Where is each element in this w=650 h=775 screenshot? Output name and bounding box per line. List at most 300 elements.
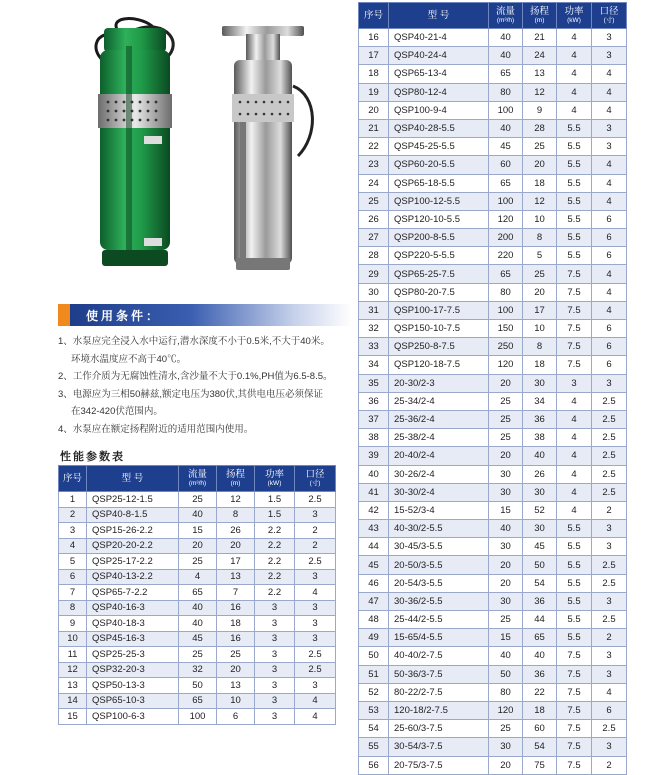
cell-head: 7 <box>217 585 255 601</box>
cell-model: QSP100-17-7.5 <box>389 301 489 319</box>
cell-power: 5.5 <box>557 574 592 592</box>
cell-head: 26 <box>523 465 557 483</box>
cell-no: 43 <box>359 520 389 538</box>
cell-power: 5.5 <box>557 119 592 137</box>
table-row <box>359 247 627 265</box>
table-row <box>59 631 336 647</box>
cell-flow: 25 <box>179 647 217 663</box>
table-row <box>359 301 627 319</box>
cell-caliber: 3 <box>592 138 627 156</box>
cell-head: 54 <box>523 574 557 592</box>
cell-head: 25 <box>217 647 255 663</box>
table-row <box>359 611 627 629</box>
cell-power: 7.5 <box>557 283 592 301</box>
table-row <box>359 520 627 538</box>
cell-power: 1.5 <box>255 507 295 523</box>
cell-power: 4 <box>557 465 592 483</box>
cell-head: 45 <box>523 538 557 556</box>
cell-caliber: 3 <box>592 520 627 538</box>
table-row <box>359 192 627 210</box>
cell-no: 15 <box>59 709 87 725</box>
header-head-unit: (m) <box>534 17 545 24</box>
cell-caliber: 6 <box>592 320 627 338</box>
performance-table-title: 性能参数表 <box>60 451 125 463</box>
cell-head: 13 <box>217 569 255 585</box>
cell-no: 5 <box>59 554 87 570</box>
header-model: 型 号 <box>87 466 179 492</box>
cell-head: 26 <box>217 523 255 539</box>
cell-flow: 45 <box>179 631 217 647</box>
table-row <box>359 119 627 137</box>
cell-model: 80-22/2-7.5 <box>389 683 489 701</box>
header-accent-bar <box>58 304 70 326</box>
cell-model: 20-30/2-3 <box>389 374 489 392</box>
cell-flow: 20 <box>179 538 217 554</box>
cell-model: 30-54/3-7.5 <box>389 738 489 756</box>
cell-power: 7.5 <box>557 265 592 283</box>
usage-conditions-list <box>58 333 354 438</box>
cell-model: QSP40-28-5.5 <box>389 119 489 137</box>
cell-flow: 40 <box>489 29 523 47</box>
cell-no: 31 <box>359 301 389 319</box>
cell-no: 11 <box>59 647 87 663</box>
cell-model: QSP80-20-7.5 <box>389 283 489 301</box>
header-flow-label: 流量 <box>187 469 207 480</box>
cell-no: 44 <box>359 538 389 556</box>
cell-head: 18 <box>523 356 557 374</box>
table-row <box>359 574 627 592</box>
cell-head: 30 <box>523 520 557 538</box>
cell-head: 20 <box>523 156 557 174</box>
cell-head: 52 <box>523 501 557 519</box>
cell-head: 28 <box>523 119 557 137</box>
cell-head: 50 <box>523 556 557 574</box>
cell-model: QSP20-20-2.2 <box>87 538 179 554</box>
cell-model: 25-34/2-4 <box>389 392 489 410</box>
cell-no: 30 <box>359 283 389 301</box>
cell-caliber: 2.5 <box>295 662 336 678</box>
cell-power: 2.2 <box>255 523 295 539</box>
cell-power: 4 <box>557 29 592 47</box>
table-row <box>359 356 627 374</box>
cell-no: 20 <box>359 101 389 119</box>
cell-power: 5.5 <box>557 611 592 629</box>
table-row <box>59 523 336 539</box>
cell-head: 34 <box>523 392 557 410</box>
cell-flow: 80 <box>489 83 523 101</box>
cell-caliber: 2.5 <box>295 554 336 570</box>
cell-flow: 120 <box>489 210 523 228</box>
table-row <box>359 47 627 65</box>
cell-caliber: 3 <box>592 538 627 556</box>
cell-caliber: 2.5 <box>592 410 627 428</box>
condition-2-line1: 2、工作介质为无腐蚀性清水,含沙量不大于0.1%,PH值为6.5-8.5。 <box>58 371 333 382</box>
cell-no: 56 <box>359 756 389 774</box>
cell-power: 4 <box>557 483 592 501</box>
cell-flow: 65 <box>489 65 523 83</box>
cell-no: 18 <box>359 65 389 83</box>
cell-flow: 15 <box>179 523 217 539</box>
cell-caliber: 2.5 <box>592 429 627 447</box>
cell-power: 2.2 <box>255 585 295 601</box>
cell-no: 53 <box>359 701 389 719</box>
header-no: 序号 <box>59 466 87 492</box>
cell-head: 44 <box>523 611 557 629</box>
cell-model: 25-38/2-4 <box>389 429 489 447</box>
cell-power: 5.5 <box>557 556 592 574</box>
cell-model: QSP120-18-7.5 <box>389 356 489 374</box>
cell-power: 4 <box>557 447 592 465</box>
cell-caliber: 3 <box>592 647 627 665</box>
cell-power: 7.5 <box>557 738 592 756</box>
cell-head: 6 <box>217 709 255 725</box>
cell-no: 34 <box>359 356 389 374</box>
cell-caliber: 3 <box>592 29 627 47</box>
cell-head: 13 <box>217 678 255 694</box>
table-row <box>59 538 336 554</box>
cell-power: 7.5 <box>557 647 592 665</box>
performance-table-left <box>58 465 336 725</box>
header-caliber-unit: (寸) <box>603 17 615 24</box>
cell-power: 5.5 <box>557 156 592 174</box>
cell-head: 25 <box>523 265 557 283</box>
cell-no: 24 <box>359 174 389 192</box>
cell-model: 50-36/3-7.5 <box>389 665 489 683</box>
table-row <box>359 756 627 774</box>
cell-flow: 32 <box>179 662 217 678</box>
header-head <box>523 3 557 29</box>
cell-head: 17 <box>217 554 255 570</box>
cell-caliber: 4 <box>295 693 336 709</box>
table-row <box>359 174 627 192</box>
cell-power: 7.5 <box>557 701 592 719</box>
cell-head: 60 <box>523 720 557 738</box>
cell-head: 65 <box>523 629 557 647</box>
cell-caliber: 4 <box>592 174 627 192</box>
cell-head: 40 <box>523 647 557 665</box>
cell-no: 55 <box>359 738 389 756</box>
cell-model: QSP60-20-5.5 <box>389 156 489 174</box>
cell-head: 21 <box>523 29 557 47</box>
usage-conditions-title: 使用条件： <box>86 309 162 323</box>
cell-power: 4 <box>557 101 592 119</box>
condition-3-line1: 3、电源应为三相50赫兹,额定电压为380伏,其供电电压必须保证 <box>58 388 323 400</box>
cell-power: 3 <box>255 616 295 632</box>
cell-caliber: 3 <box>592 738 627 756</box>
cell-caliber: 4 <box>592 101 627 119</box>
cell-caliber: 2.5 <box>592 574 627 592</box>
cell-head: 54 <box>523 738 557 756</box>
cell-caliber: 3 <box>295 507 336 523</box>
cell-model: QSP45-16-3 <box>87 631 179 647</box>
cell-caliber: 3 <box>592 665 627 683</box>
cell-model: 20-54/3-5.5 <box>389 574 489 592</box>
cell-caliber: 3 <box>295 600 336 616</box>
cell-model: QSP40-24-4 <box>389 47 489 65</box>
cell-no: 48 <box>359 611 389 629</box>
usage-conditions-header <box>58 304 352 326</box>
cell-no: 14 <box>59 693 87 709</box>
cell-flow: 25 <box>489 392 523 410</box>
cell-power: 3 <box>255 709 295 725</box>
cell-model: QSP65-7-2.2 <box>87 585 179 601</box>
cell-head: 16 <box>217 600 255 616</box>
cell-no: 51 <box>359 665 389 683</box>
cell-power: 5.5 <box>557 174 592 192</box>
cell-power: 4 <box>557 83 592 101</box>
cell-power: 2.2 <box>255 538 295 554</box>
cell-caliber: 4 <box>592 301 627 319</box>
cell-caliber: 4 <box>592 265 627 283</box>
cell-model: 30-36/2-5.5 <box>389 592 489 610</box>
cell-flow: 20 <box>489 447 523 465</box>
condition-1-line2: 环境水温度应不高于40℃。 <box>71 353 187 365</box>
cell-model: QSP25-12-1.5 <box>87 492 179 508</box>
cell-caliber: 2.5 <box>592 720 627 738</box>
cell-power: 2.2 <box>255 554 295 570</box>
cell-power: 7.5 <box>557 320 592 338</box>
cell-model: 25-44/2-5.5 <box>389 611 489 629</box>
cell-flow: 25 <box>489 720 523 738</box>
cell-caliber: 2.5 <box>592 556 627 574</box>
cell-caliber: 4 <box>592 283 627 301</box>
cell-head: 30 <box>523 374 557 392</box>
table-row <box>359 683 627 701</box>
header-flow-label: 流量 <box>495 6 515 17</box>
header-no: 序号 <box>359 3 389 29</box>
cell-power: 3 <box>255 631 295 647</box>
table-row <box>359 483 627 501</box>
cell-head: 36 <box>523 592 557 610</box>
cell-model: QSP40-8-1.5 <box>87 507 179 523</box>
cell-caliber: 6 <box>592 247 627 265</box>
cell-power: 4 <box>557 501 592 519</box>
cell-flow: 65 <box>489 265 523 283</box>
cell-power: 5.5 <box>557 138 592 156</box>
table-row <box>359 738 627 756</box>
cell-no: 49 <box>359 629 389 647</box>
cell-no: 36 <box>359 392 389 410</box>
cell-model: QSP40-13-2.2 <box>87 569 179 585</box>
cell-flow: 15 <box>489 501 523 519</box>
cell-caliber: 2.5 <box>592 611 627 629</box>
cell-head: 75 <box>523 756 557 774</box>
performance-table-right <box>358 2 627 775</box>
header-power-unit: (kW) <box>267 480 282 487</box>
cell-caliber: 2.5 <box>592 483 627 501</box>
table-row <box>59 662 336 678</box>
cell-no: 19 <box>359 83 389 101</box>
cell-model: 15-65/4-5.5 <box>389 629 489 647</box>
cell-head: 17 <box>523 301 557 319</box>
cell-head: 8 <box>523 338 557 356</box>
header-flow <box>179 466 217 492</box>
cell-power: 7.5 <box>557 665 592 683</box>
table-header-row <box>359 3 627 29</box>
cell-power: 5.5 <box>557 538 592 556</box>
cell-caliber: 4 <box>592 156 627 174</box>
table-row <box>359 283 627 301</box>
table-row <box>359 501 627 519</box>
cell-no: 52 <box>359 683 389 701</box>
cell-flow: 150 <box>489 320 523 338</box>
cell-flow: 30 <box>489 538 523 556</box>
cell-model: 20-75/3-7.5 <box>389 756 489 774</box>
cell-head: 30 <box>523 483 557 501</box>
table-row <box>359 556 627 574</box>
table-row <box>359 29 627 47</box>
cell-caliber: 2 <box>592 756 627 774</box>
cell-no: 28 <box>359 247 389 265</box>
cell-model: QSP80-12-4 <box>389 83 489 101</box>
cell-no: 54 <box>359 720 389 738</box>
cell-head: 8 <box>217 507 255 523</box>
cell-no: 45 <box>359 556 389 574</box>
cell-power: 4 <box>557 47 592 65</box>
table-row <box>359 629 627 647</box>
cell-model: QSP120-10-5.5 <box>389 210 489 228</box>
cell-no: 22 <box>359 138 389 156</box>
cell-caliber: 2.5 <box>295 647 336 663</box>
header-caliber <box>592 3 627 29</box>
cell-flow: 40 <box>179 616 217 632</box>
cell-flow: 100 <box>489 301 523 319</box>
cell-caliber: 2 <box>295 538 336 554</box>
cell-flow: 100 <box>489 101 523 119</box>
cell-head: 12 <box>217 492 255 508</box>
cell-no: 2 <box>59 507 87 523</box>
cell-flow: 25 <box>489 410 523 428</box>
cell-no: 47 <box>359 592 389 610</box>
table-header-row <box>59 466 336 492</box>
cell-flow: 40 <box>489 647 523 665</box>
cell-no: 32 <box>359 320 389 338</box>
cell-flow: 20 <box>489 374 523 392</box>
cell-head: 10 <box>523 210 557 228</box>
cell-caliber: 3 <box>295 631 336 647</box>
cell-head: 38 <box>523 429 557 447</box>
cell-model: 40-30/2-5.5 <box>389 520 489 538</box>
cell-no: 7 <box>59 585 87 601</box>
cell-flow: 50 <box>179 678 217 694</box>
cell-caliber: 4 <box>592 83 627 101</box>
cell-caliber: 3 <box>592 374 627 392</box>
cell-flow: 4 <box>179 569 217 585</box>
table-row <box>59 678 336 694</box>
cell-model: 20-50/3-5.5 <box>389 556 489 574</box>
condition-3-line2: 在342-420伏范围内。 <box>71 406 163 417</box>
cell-caliber: 4 <box>295 585 336 601</box>
cell-flow: 40 <box>179 600 217 616</box>
cell-model: QSP100-12-5.5 <box>389 192 489 210</box>
header-power <box>255 466 295 492</box>
cell-flow: 80 <box>489 283 523 301</box>
header-power-label: 功率 <box>264 469 284 480</box>
table-row <box>359 65 627 83</box>
cell-head: 36 <box>523 665 557 683</box>
cell-power: 5.5 <box>557 210 592 228</box>
cell-no: 4 <box>59 538 87 554</box>
cell-model: 30-26/2-4 <box>389 465 489 483</box>
table-row <box>359 265 627 283</box>
cell-no: 23 <box>359 156 389 174</box>
table-row <box>359 720 627 738</box>
cell-power: 3 <box>255 693 295 709</box>
header-flow-unit: (m³/h) <box>188 480 207 487</box>
table-row <box>359 665 627 683</box>
header-caliber-label: 口径 <box>305 469 325 480</box>
cell-model: 30-30/2-4 <box>389 483 489 501</box>
cell-no: 50 <box>359 647 389 665</box>
table-row <box>59 616 336 632</box>
cell-model: QSP15-26-2.2 <box>87 523 179 539</box>
cell-flow: 20 <box>489 556 523 574</box>
cell-model: QSP100-6-3 <box>87 709 179 725</box>
table-row <box>359 392 627 410</box>
table-row <box>359 447 627 465</box>
header-flow-unit: (m³/h) <box>496 17 515 24</box>
header-head-label: 扬程 <box>225 469 245 480</box>
table-row <box>59 507 336 523</box>
condition-4-line1: 4、水泵应在额定扬程附近的适用范围内使用。 <box>58 423 254 435</box>
cell-model: 120-18/2-7.5 <box>389 701 489 719</box>
header-caliber-unit: (寸) <box>309 480 321 487</box>
cell-model: 25-60/3-7.5 <box>389 720 489 738</box>
header-model: 型 号 <box>389 3 489 29</box>
cell-caliber: 6 <box>592 701 627 719</box>
cell-head: 24 <box>523 47 557 65</box>
cell-no: 38 <box>359 429 389 447</box>
cell-power: 4 <box>557 392 592 410</box>
cell-head: 40 <box>523 447 557 465</box>
table-row <box>359 138 627 156</box>
header-head-unit: (m) <box>230 480 241 487</box>
cell-model: QSP65-13-4 <box>389 65 489 83</box>
cell-flow: 100 <box>489 192 523 210</box>
table-row <box>359 210 627 228</box>
table-row <box>59 709 336 725</box>
cell-no: 9 <box>59 616 87 632</box>
cell-head: 16 <box>217 631 255 647</box>
header-flow <box>489 3 523 29</box>
table-row <box>359 338 627 356</box>
table-row <box>359 465 627 483</box>
table-row <box>359 592 627 610</box>
cell-no: 25 <box>359 192 389 210</box>
cell-head: 18 <box>523 174 557 192</box>
cell-flow: 25 <box>179 492 217 508</box>
cell-head: 25 <box>523 138 557 156</box>
cell-flow: 40 <box>489 47 523 65</box>
cell-flow: 20 <box>489 756 523 774</box>
cell-no: 35 <box>359 374 389 392</box>
table-row <box>359 374 627 392</box>
cell-no: 40 <box>359 465 389 483</box>
cell-no: 42 <box>359 501 389 519</box>
cell-power: 5.5 <box>557 629 592 647</box>
cell-power: 5.5 <box>557 592 592 610</box>
cell-caliber: 6 <box>592 356 627 374</box>
cell-flow: 65 <box>179 585 217 601</box>
cell-head: 20 <box>217 538 255 554</box>
cell-head: 36 <box>523 410 557 428</box>
table-row <box>359 410 627 428</box>
cell-caliber: 2.5 <box>592 465 627 483</box>
cell-model: QSP40-16-3 <box>87 600 179 616</box>
table-left-body <box>59 492 336 725</box>
cell-flow: 30 <box>489 465 523 483</box>
cell-model: 25-36/2-4 <box>389 410 489 428</box>
